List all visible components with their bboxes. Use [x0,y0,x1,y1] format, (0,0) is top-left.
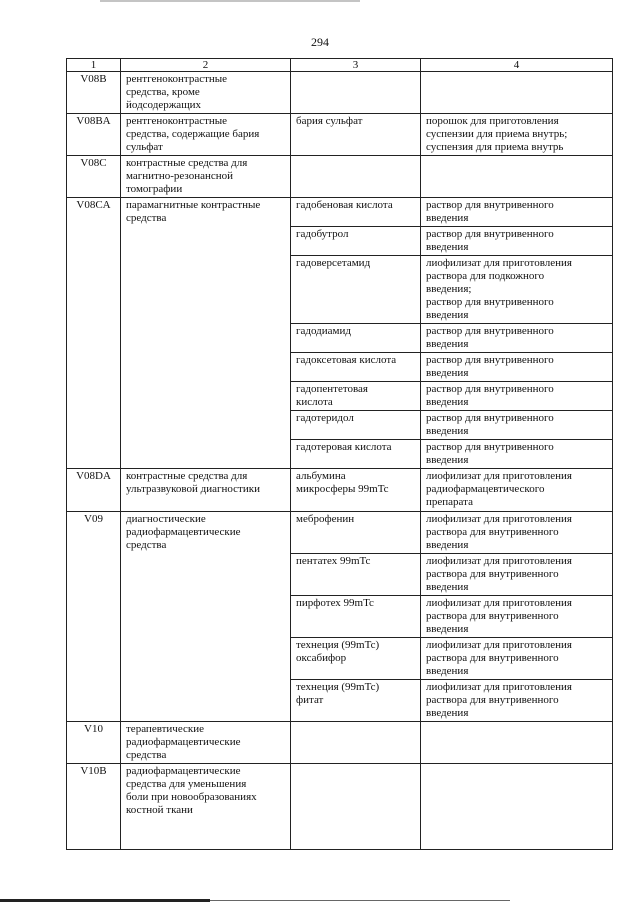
table-row [67,722,613,764]
drug-name-line: гадобеновая кислота [296,199,393,211]
drug-name-cell [291,382,421,411]
drug-name-line: пирфотех 99mTc [296,597,374,609]
table-body [67,72,613,850]
dosage-form-cell [421,227,613,256]
dosage-form-line: раствор для внутривенного [426,228,554,240]
group-name-line: томографии [126,183,183,195]
atc-code-cell: V08B [67,72,121,114]
dosage-form-line: раствора для внутривенного [426,652,559,664]
group-name-cell [121,764,291,850]
drug-name-cell [291,324,421,353]
group-name-line: радиофармацевтические [126,526,241,538]
dosage-form-cell [421,554,613,596]
dosage-form-line: раствора для подкожного [426,270,545,282]
group-name-line: йодсодержащих [126,99,202,111]
drug-name-cell [291,680,421,722]
dosage-form-line: введения [426,241,469,253]
dosage-form-cell [421,382,613,411]
dosage-form-line: лиофилизат для приготовления [426,597,572,609]
group-name-cell [121,72,291,114]
dosage-form-line: введения [426,425,469,437]
dosage-form-cell [421,72,613,114]
dosage-form-line: введения [426,454,469,466]
dosage-form-line: введения [426,539,469,551]
group-name-line: средства для уменьшения [126,778,247,790]
dosage-form-line: введения [426,367,469,379]
dosage-form-cell [421,638,613,680]
drug-name-line: гадодиамид [296,325,351,337]
dosage-form-line: введения [426,309,469,321]
drug-name-line: гадотеридол [296,412,354,424]
dosage-form-line: препарата [426,496,473,508]
header-row [67,59,613,72]
dosage-form-line: суспензия для приема внутрь [426,141,564,153]
drug-name-line: технеция (99mTc) [296,681,380,693]
drug-name-cell [291,638,421,680]
group-name-line: рентгеноконтрастные [126,73,228,85]
group-name-line: парамагнитные контрастные [126,199,261,211]
drug-name-cell [291,156,421,198]
drug-name-cell [291,722,421,764]
drug-name-cell [291,227,421,256]
dosage-form-cell [421,440,613,469]
dosage-form-cell [421,596,613,638]
drug-name-line: оксабифор [296,652,347,664]
table-row [67,72,613,114]
drug-name-cell [291,554,421,596]
scan-artifact-bottom [0,899,210,902]
group-name-line: средства [126,749,167,761]
atc-code-cell: V08DA [67,469,121,512]
table-row [67,512,613,554]
drug-name-line: гадоверсетамид [296,257,371,269]
drug-name-line: альбумина [296,470,346,482]
dosage-form-cell [421,198,613,227]
group-name-line: терапевтические [126,723,204,735]
dosage-form-line: раствор для внутривенного [426,383,554,395]
drug-name-line: пентатех 99mTc [296,555,371,567]
group-name-line: рентгеноконтрастные [126,115,228,127]
drug-name-cell [291,764,421,850]
table-row [67,114,613,156]
drug-name-cell [291,198,421,227]
dosage-form-line: введения [426,623,469,635]
column-header-3: 3 [291,59,421,72]
column-header-4: 4 [421,59,613,72]
drug-name-cell [291,596,421,638]
medication-table [66,58,613,850]
drug-name-line: кислота [296,396,333,408]
group-name-cell [121,469,291,512]
dosage-form-line: раствор для внутривенного [426,199,554,211]
dosage-form-line: лиофилизат для приготовления [426,555,572,567]
group-name-cell [121,512,291,722]
table-row [67,198,613,227]
dosage-form-line: раствора для внутривенного [426,526,559,538]
group-name-line: ультразвуковой диагностики [126,483,260,495]
drug-name-line: микросферы 99mTc [296,483,389,495]
group-name-cell [121,722,291,764]
dosage-form-line: раствор для внутривенного [426,296,554,308]
page-number: 294 [311,35,329,49]
dosage-form-line: введения [426,707,469,719]
drug-name-line: бария сульфат [296,115,363,127]
drug-name-line: гадобутрол [296,228,349,240]
dosage-form-cell [421,256,613,324]
dosage-form-line: раствор для внутривенного [426,412,554,424]
group-name-cell [121,198,291,469]
group-name-line: контрастные средства для [126,470,248,482]
drug-name-line: гадопентетовая [296,383,368,395]
column-header-1: 1 [67,59,121,72]
dosage-form-line: суспензии для приема внутрь; [426,128,568,140]
group-name-line: сульфат [126,141,163,153]
dosage-form-line: введения [426,581,469,593]
drug-name-cell [291,411,421,440]
dosage-form-cell [421,512,613,554]
group-name-cell [121,114,291,156]
dosage-form-cell [421,469,613,512]
group-name-line: средства, содержащие бария [126,128,260,140]
drug-name-cell [291,256,421,324]
table-row [67,156,613,198]
group-name-line: контрастные средства для [126,157,248,169]
dosage-form-line: раствор для внутривенного [426,325,554,337]
dosage-form-line: раствор для внутривенного [426,441,554,453]
drug-name-line: гадотеровая кислота [296,441,392,453]
dosage-form-line: введения [426,212,469,224]
drug-name-cell [291,72,421,114]
group-name-line: радиофармацевтические [126,765,241,777]
dosage-form-line: лиофилизат для приготовления [426,257,572,269]
dosage-form-line: введения [426,665,469,677]
drug-name-cell [291,469,421,512]
drug-name-line: фитат [296,694,324,706]
dosage-form-cell [421,114,613,156]
dosage-form-line: раствора для внутривенного [426,568,559,580]
dosage-form-cell [421,722,613,764]
atc-code-cell: V10B [67,764,121,850]
scan-artifact-top [100,0,360,2]
dosage-form-cell [421,411,613,440]
dosage-form-line: раствора для внутривенного [426,610,559,622]
group-name-line: средства [126,212,167,224]
dosage-form-line: раствора для внутривенного [426,694,559,706]
table-row [67,764,613,850]
dosage-form-line: лиофилизат для приготовления [426,681,572,693]
dosage-form-line: лиофилизат для приготовления [426,639,572,651]
dosage-form-line: введения [426,338,469,350]
column-header-2: 2 [121,59,291,72]
group-name-cell [121,156,291,198]
dosage-form-line: введения [426,396,469,408]
dosage-form-line: лиофилизат для приготовления [426,470,572,482]
group-name-line: костной ткани [126,804,193,816]
dosage-form-line: порошок для приготовления [426,115,559,127]
dosage-form-cell [421,680,613,722]
group-name-line: диагностические [126,513,206,525]
dosage-form-cell [421,353,613,382]
drug-name-cell [291,353,421,382]
group-name-line: боли при новообразованиях [126,791,257,803]
atc-code-cell: V08C [67,156,121,198]
dosage-form-line: радиофармацевтического [426,483,545,495]
group-name-line: средства [126,539,167,551]
drug-name-line: технеция (99mTc) [296,639,380,651]
atc-code-cell: V10 [67,722,121,764]
group-name-line: средства, кроме [126,86,200,98]
atc-code-cell: V08CA [67,198,121,469]
dosage-form-line: лиофилизат для приготовления [426,513,572,525]
dosage-form-line: введения; [426,283,472,295]
drug-name-line: меброфенин [296,513,355,525]
dosage-form-cell [421,324,613,353]
table-row [67,469,613,512]
drug-name-cell [291,440,421,469]
group-name-line: радиофармацевтические [126,736,241,748]
dosage-form-line: раствор для внутривенного [426,354,554,366]
atc-code-cell: V09 [67,512,121,722]
group-name-line: магнитно-резонансной [126,170,234,182]
drug-name-cell [291,114,421,156]
dosage-form-cell [421,764,613,850]
drug-name-cell [291,512,421,554]
atc-code-cell: V08BA [67,114,121,156]
dosage-form-cell [421,156,613,198]
drug-name-line: гадоксетовая кислота [296,354,397,366]
scan-artifact-bottom-line [210,900,510,901]
